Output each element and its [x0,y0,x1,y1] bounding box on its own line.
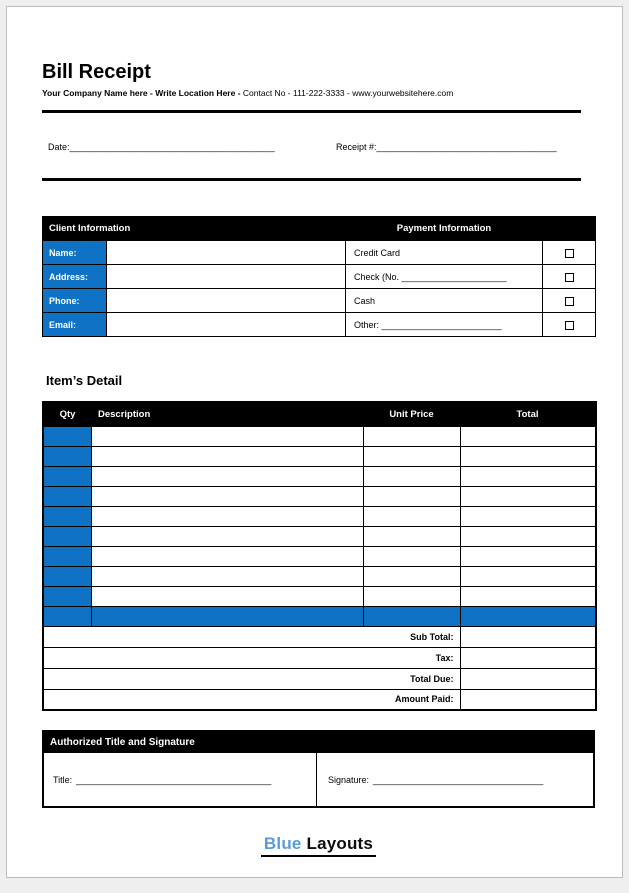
logo-word-layouts: Layouts [306,834,374,853]
payment-checkbox-cell [543,289,596,313]
unit-price-column-header: Unit Price [363,402,460,426]
item-total-cell [460,446,596,466]
item-qty-cell [43,526,91,546]
date-label: Date: [48,142,70,152]
client-payment-table [42,216,596,337]
item-total-cell [460,526,596,546]
date-field [48,142,336,152]
item-qty-cell [43,486,91,506]
client-field-label: Name: [43,241,107,265]
items-table [42,401,597,711]
signature-blank-line: __________________________________ [373,774,544,785]
items-header-row [43,402,596,426]
item-description-cell [91,426,363,446]
summary-row [43,626,596,647]
item-description-cell [91,586,363,606]
payment-option-label: Credit Card [346,241,543,265]
signature-label: Signature: [328,774,370,785]
item-unit-price-cell [363,426,460,446]
client-payment-row [43,265,596,289]
item-unit-price-cell [363,466,460,486]
checkbox-column-header [543,217,596,241]
summary-row [43,668,596,689]
signature-section-header: Authorized Title and Signature [44,732,593,753]
client-payment-row [43,289,596,313]
date-blank-line: _________________________________________ [69,142,275,152]
item-unit-price-cell [363,506,460,526]
item-description-cell [91,546,363,566]
items-tbody [43,426,596,710]
signature-field [317,753,593,806]
item-total-cell [460,586,596,606]
items-detail-heading: Item’s Detail [46,373,123,388]
qty-column-header: Qty [43,402,91,426]
checkbox-unchecked-icon [565,321,574,330]
client-payment-row [43,241,596,265]
payment-checkbox-cell [543,265,596,289]
item-description-cell [91,606,363,626]
item-unit-price-cell [363,526,460,546]
payment-checkbox-cell [543,241,596,265]
summary-value-cell [460,626,596,647]
summary-label: Total Due: [43,668,460,689]
document-page [6,6,623,878]
item-total-cell [460,466,596,486]
item-unit-price-cell [363,446,460,466]
client-field-label: Email: [43,313,107,337]
client-field-value [107,241,346,265]
receipt-number-field [336,142,557,152]
item-highlight-row [43,606,596,626]
receipt-blank-line: ____________________________________ [376,142,557,152]
item-total-cell [460,546,596,566]
client-payment-row [43,313,596,337]
item-unit-price-cell [363,606,460,626]
item-qty-cell [43,426,91,446]
checkbox-unchecked-icon [565,297,574,306]
item-unit-price-cell [363,486,460,506]
client-field-label: Address: [43,265,107,289]
date-receipt-row [42,142,622,152]
item-unit-price-cell [363,546,460,566]
description-column-header: Description [91,402,363,426]
client-field-value [107,313,346,337]
client-field-label: Phone: [43,289,107,313]
client-payment-header-row [43,217,596,241]
item-total-cell [460,486,596,506]
item-row [43,566,596,586]
signature-section-body [44,753,593,806]
checkbox-unchecked-icon [565,273,574,282]
item-description-cell [91,506,363,526]
title-field [44,753,317,806]
item-total-cell [460,426,596,446]
title-blank-line: _______________________________________ [76,774,272,785]
item-row [43,466,596,486]
item-description-cell [91,446,363,466]
item-unit-price-cell [363,566,460,586]
summary-row [43,647,596,668]
item-row [43,506,596,526]
item-qty-cell [43,586,91,606]
item-description-cell [91,566,363,586]
item-total-cell [460,606,596,626]
blue-layouts-logo [261,834,376,857]
item-qty-cell [43,546,91,566]
company-subtitle [42,88,622,98]
receipt-label: Receipt #: [336,142,377,152]
item-description-cell [91,466,363,486]
title-label: Title: [53,774,73,785]
payment-option-label: Other: ________________________ [346,313,543,337]
summary-label: Tax: [43,647,460,668]
item-qty-cell [43,606,91,626]
payment-option-label: Cash [346,289,543,313]
document-content [7,7,622,857]
item-qty-cell [43,466,91,486]
payment-option-label: Check (No. _____________________ [346,265,543,289]
company-name-location: Your Company Name here - Write Location Here - [42,88,241,98]
item-row [43,426,596,446]
item-row [43,526,596,546]
summary-row [43,689,596,710]
summary-value-cell [460,668,596,689]
signature-section [42,730,595,808]
checkbox-unchecked-icon [565,249,574,258]
total-column-header: Total [460,402,596,426]
item-row [43,486,596,506]
client-information-header: Client Information [43,217,346,241]
item-description-cell [91,526,363,546]
divider-line [42,110,581,113]
item-unit-price-cell [363,586,460,606]
payment-information-header: Payment Information [346,217,543,241]
item-description-cell [91,486,363,506]
item-row [43,446,596,466]
item-total-cell [460,506,596,526]
payment-checkbox-cell [543,313,596,337]
footer [42,834,595,857]
item-row [43,546,596,566]
item-qty-cell [43,446,91,466]
page-title: Bill Receipt [42,61,151,83]
summary-label: Sub Total: [43,626,460,647]
summary-value-cell [460,647,596,668]
item-qty-cell [43,566,91,586]
client-field-value [107,289,346,313]
client-payment-tbody [43,241,596,337]
divider-line [42,178,581,181]
logo-word-blue: Blue [263,834,302,853]
client-field-value [107,265,346,289]
item-row [43,586,596,606]
company-contact-website: Contact No - 111-222-3333 - www.yourwebsitehere.com [242,88,454,98]
summary-label: Amount Paid: [43,689,460,710]
item-total-cell [460,566,596,586]
item-qty-cell [43,506,91,526]
summary-value-cell [460,689,596,710]
